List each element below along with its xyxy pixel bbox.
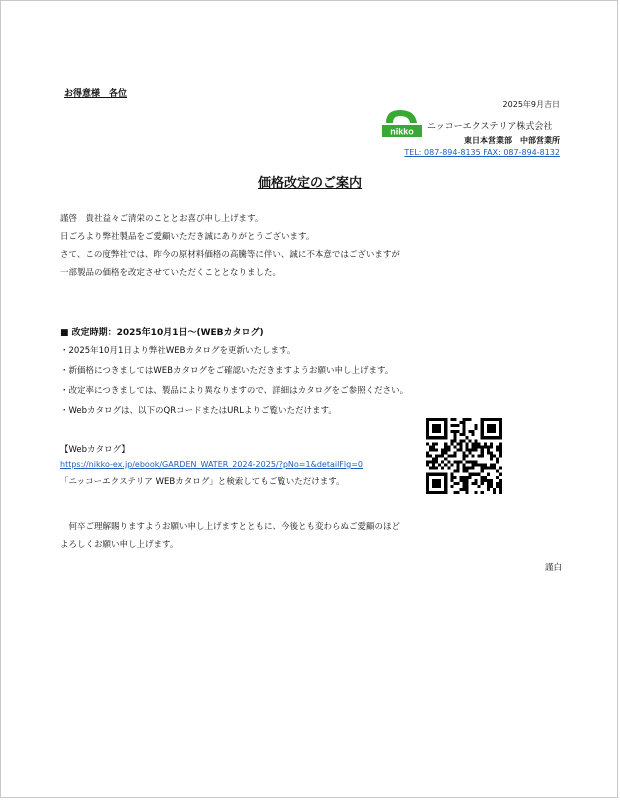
greeting-line: 謹啓 貴社益々ご清栄のこととお喜び申し上げます。	[60, 214, 264, 224]
addressee: お得意様 各位	[64, 89, 128, 99]
contact-numbers[interactable]: TEL: 087-894-8135 FAX: 087-894-8132	[404, 148, 560, 157]
greeting-line: 日ごろより弊社製品をご愛顧いただき誠にありがとうございます。	[60, 232, 315, 242]
catalog-heading: 【Webカタログ】	[60, 445, 130, 455]
title-text: 価格改定のご案内	[257, 176, 362, 191]
greeting-line: 一部製品の価格を改定させていただくこととなりました。	[60, 268, 282, 278]
closing-line: よろしくお願い申し上げます。	[60, 540, 179, 550]
bullet-item: ・Webカタログは、以下のQRコードまたはURLよりご覧いただけます。	[60, 406, 337, 416]
bullet-item: ・新価格につきましてはWEBカタログをご確認いただきますようお願い申し上げます。	[60, 366, 394, 376]
bullet-item: ・改定率につきましては、製品により異なりますので、詳細はカタログをご参照ください。	[60, 386, 409, 396]
greeting-line: さて、この度弊社では、昨今の原材料価格の高騰等に伴い、誠に不本意ではございますが	[60, 250, 400, 260]
catalog-search-note: 「ニッコーエクステリア WEBカタログ」と検索してもご覧いただけます。	[60, 477, 345, 487]
bullet-item: ・2025年10月1日より弊社WEBカタログを更新いたします。	[60, 346, 296, 356]
company-name: ニッコーエクステリア株式会社	[427, 122, 553, 132]
catalog-link[interactable]: https://nikko-ex.jp/ebook/GARDEN_WATER_2024-2025/?pNo=1&detailFlg=0	[60, 460, 364, 469]
nikko-logo-icon	[382, 107, 422, 137]
page-title	[0, 172, 620, 191]
svg-text:nikko: nikko	[390, 126, 414, 137]
qr-code-icon[interactable]	[426, 418, 502, 494]
section-heading: ■ 改定時期：2025年10月1日～(WEBカタログ)	[60, 328, 264, 338]
closing-salutation: 謹白	[544, 563, 562, 573]
department: 東日本営業部 中部営業所	[464, 136, 560, 145]
issue-date: 2025年9月吉日	[502, 100, 560, 109]
closing-line: 何卒ご理解賜りますようお願い申し上げますとともに、今後とも変わらぬご愛顧のほど	[60, 522, 401, 532]
